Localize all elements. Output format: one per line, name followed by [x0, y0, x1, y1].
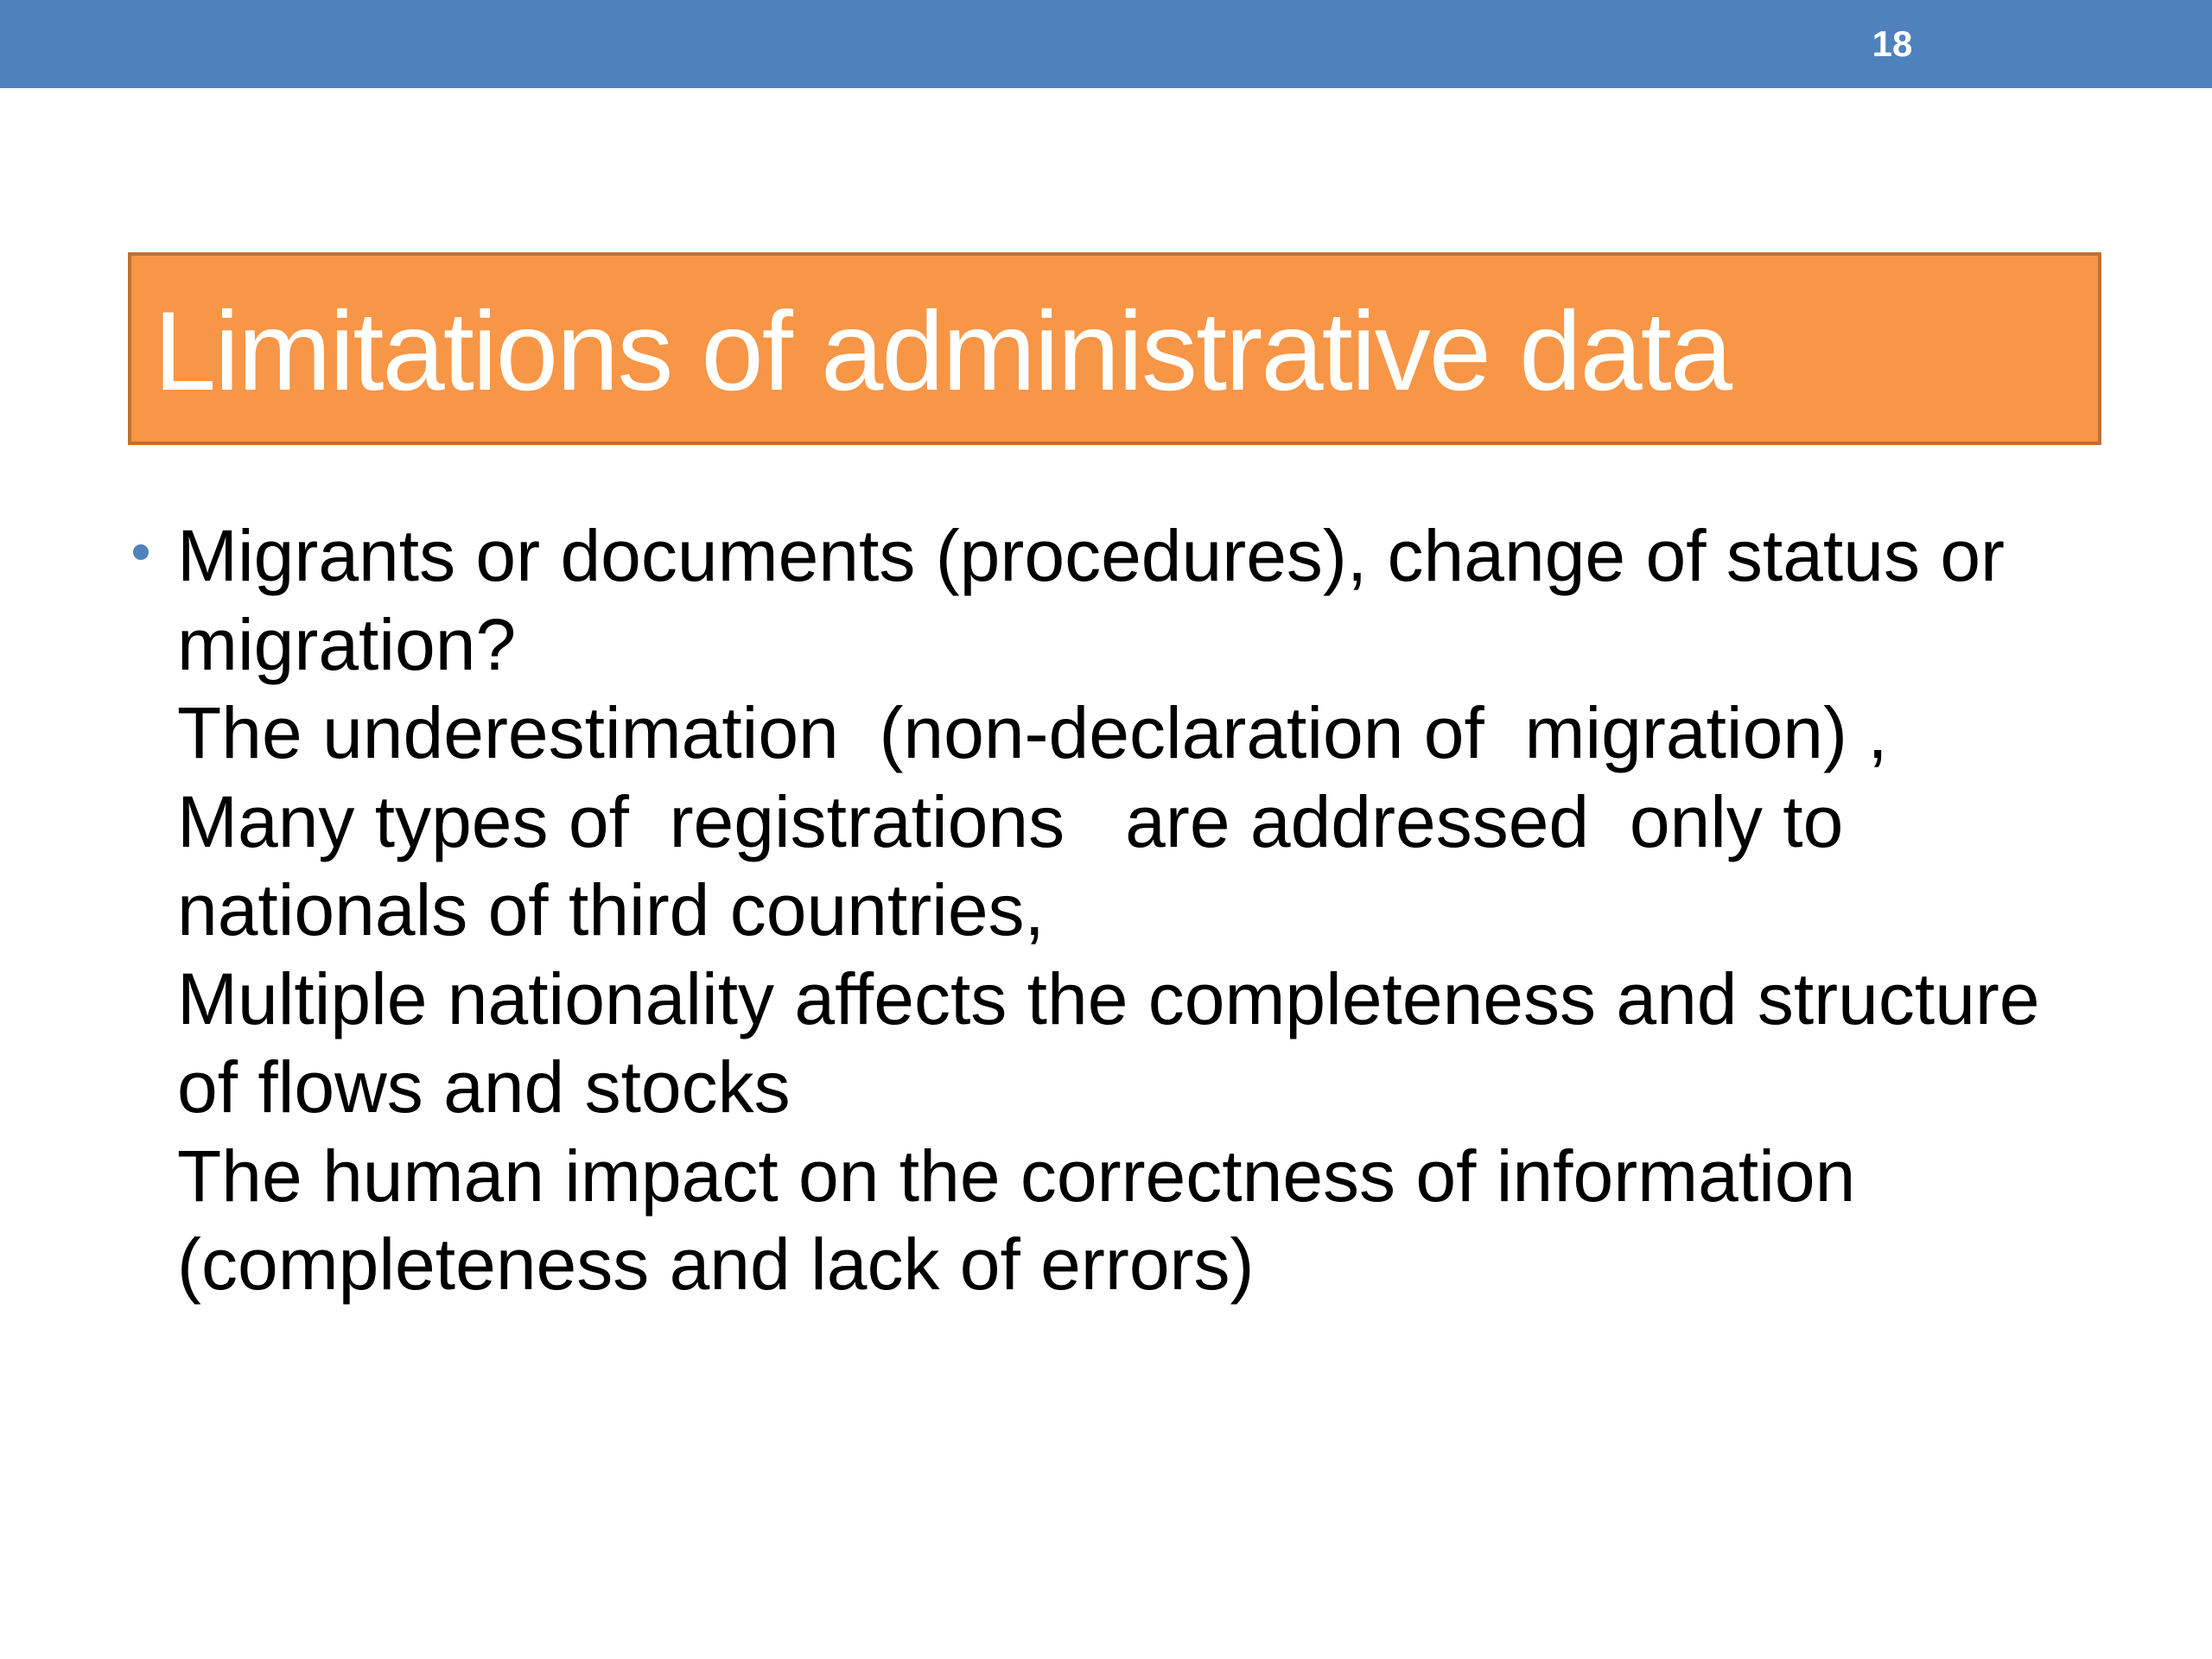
bullet-text-line: (completeness and lack of errors)	[177, 1224, 1255, 1305]
bullet-item	[177, 512, 2113, 1309]
bullet-text-line: Migrants or documents (procedures), change of status or	[177, 515, 2005, 596]
bullet-text-line: The underestimation (non-declaration of migration) ,	[177, 692, 1888, 773]
bullet-text-line: Multiple nationality affects the completeness and structure	[177, 957, 2040, 1039]
slide-number: 18	[1872, 23, 1913, 64]
title-box	[128, 252, 2101, 445]
bullet-dot-icon	[133, 544, 149, 560]
bullet-text-line: nationals of third countries,	[177, 869, 1045, 950]
bullet-text-line: of flows and stocks	[177, 1046, 791, 1128]
bullet-text-line: migration?	[177, 603, 517, 685]
top-banner	[0, 0, 2212, 88]
slide-title: Limitations of administrative data	[154, 288, 1732, 414]
bullet-text-line: The human impact on the correctness of information	[177, 1135, 1856, 1217]
bullet-text-line: Many types of registrations are addressed only to	[177, 780, 1844, 862]
